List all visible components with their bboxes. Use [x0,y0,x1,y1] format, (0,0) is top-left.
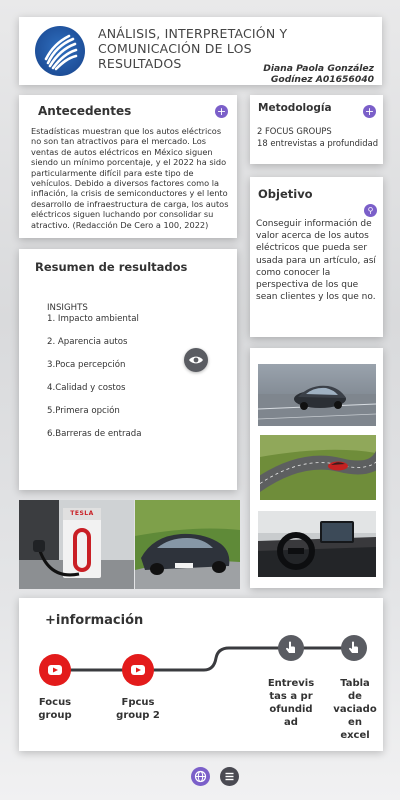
pointer-hand-icon [341,635,367,661]
insight-item: 1. Impacto ambiental [47,314,139,324]
objetivo-text: Conseguir información de valor acerca de los autos eléctricos que pueda ser usada para un artículo, así como conocer la perspectiva de los que sean clientes y los que no. [256,219,376,303]
car-photo-interior [258,511,376,577]
antecedentes-title: Antecedentes [38,104,132,118]
eye-icon [184,348,208,372]
objetivo-title: Objetivo [258,187,313,201]
header-card [19,17,382,85]
page-title: ANÁLISIS, INTERPRETACIÓN Y COMUNICACIÓN DE LOS RESULTADOS [98,26,288,71]
timeline-label: Entrevistas a profundidad [267,678,315,728]
metodologia-title: Metodología [258,102,332,114]
timeline-label: Fpcus group 2 [116,697,160,721]
antecedentes-text: Estadísticas muestran que los autos eléctricos no son tan atractivos para el mercado. Los ventas de autos eléctricos en México siguen siendo un mínimo porcentaje, y el 2022 ha sido particularmente difícil para este tipo de vehículos. Debido a diversos factores como la inflación, la crisis de semiconductores y el lento desarrollo de infraestructura de carga, los autos eléctricos siguen luchando por consolidar su atractivo. (Redacción De Cero a 100, 2022) [31,126,229,230]
metodologia-interviews: 18 entrevistas a profundidad [257,138,379,148]
mas-info-card [19,598,383,751]
tabla-vaciado-button[interactable] [341,635,367,661]
tesla-sign-text: TESLA [70,510,94,517]
insights-label: INSIGHTS [47,303,88,313]
globe-icon [191,767,210,786]
focus-group-button[interactable] [39,654,71,686]
insight-item: 3.Poca percepción [47,360,126,370]
entrevistas-button[interactable] [278,635,304,661]
car-photo-curvy-road [260,435,376,500]
antecedentes-expand-button[interactable]: + [216,105,227,118]
author-name: Diana Paola González Godínez A01656040 [263,63,374,85]
objetivo-search-button[interactable]: ⚲ [364,204,377,217]
metodologia-expand-button[interactable]: + [364,105,375,118]
insight-item: 4.Calidad y costos [47,383,126,393]
tesla-charger-photo [19,500,134,589]
timeline-connector [19,598,383,751]
focus-group-2-button[interactable] [122,654,154,686]
timeline-label: Tabla de vaciado en excel [333,678,377,741]
youtube-icon [122,654,154,686]
car-photo-road [258,364,376,426]
antecedentes-card [19,95,237,238]
insight-item: 5.Primera opción [47,406,120,416]
objetivo-card [250,177,383,337]
insight-item: 2. Aparencia autos [47,337,128,347]
resumen-title: Resumen de resultados [35,260,188,274]
pointer-hand-icon [278,635,304,661]
menu-button[interactable] [220,767,239,786]
institution-logo [35,26,85,76]
youtube-icon [39,654,71,686]
car-photos-card [250,348,383,588]
tesla-car-photo [135,500,240,589]
eye-button[interactable] [184,348,208,372]
metodologia-card [250,95,383,164]
language-button[interactable] [191,767,210,786]
timeline-label: Focus group [38,697,72,721]
mas-info-title: +información [45,613,144,628]
metodologia-focus-groups: 2 FOCUS GROUPS [257,126,332,136]
insight-item: 6.Barreras de entrada [47,429,142,439]
hamburger-menu-icon [220,767,239,786]
resumen-card [19,249,237,490]
